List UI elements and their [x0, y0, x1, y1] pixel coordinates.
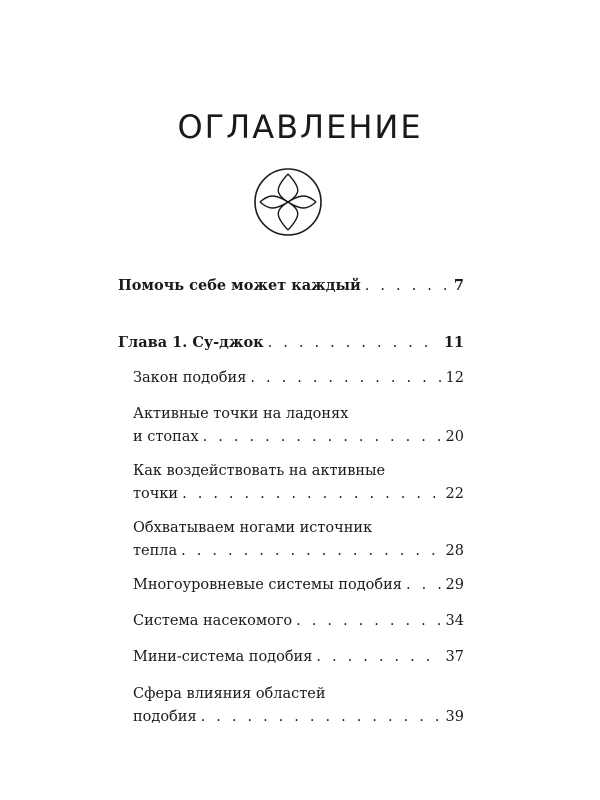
toc-entry-title: Глава 1. Су-джок	[118, 334, 264, 351]
toc-entry-title: подобия	[133, 709, 197, 725]
toc-entry-title: Многоуровневые системы подобия	[133, 577, 402, 593]
toc-entry-title: Как воздействовать на активные	[133, 463, 386, 479]
toc-entry-title: Сфера влияния областей	[133, 686, 326, 702]
toc-entry-title: Обхватываем ногами источник	[133, 520, 373, 536]
toc-page-number: 29	[445, 577, 464, 593]
toc-entry-title: Мини-система подобия	[133, 649, 313, 665]
dot-leader	[181, 540, 441, 563]
toc-entry[interactable]	[133, 403, 464, 449]
dot-leader	[250, 367, 441, 390]
toc-page-number: 34	[445, 613, 464, 629]
toc-page-number: 22	[445, 486, 464, 502]
toc-page-number: 11	[443, 334, 464, 351]
toc-entry[interactable]	[133, 517, 464, 563]
toc-entry[interactable]	[133, 610, 464, 633]
toc-entry-title: тепла	[133, 543, 178, 559]
toc-entry[interactable]	[118, 274, 464, 298]
toc-page-number: 39	[445, 709, 464, 725]
toc-page-number: 37	[445, 649, 464, 665]
toc-entry-title: и стопах	[133, 429, 199, 445]
toc-entry-title: Закон подобия	[133, 370, 247, 386]
celtic-knot-circle-icon	[253, 166, 323, 238]
toc-entry[interactable]	[133, 574, 464, 597]
toc-page-number: 28	[445, 543, 464, 559]
toc-entry[interactable]	[133, 646, 464, 669]
dot-leader	[296, 610, 441, 633]
dot-leader	[203, 426, 442, 449]
dot-leader	[182, 483, 441, 506]
dot-leader	[201, 706, 442, 729]
toc-entry[interactable]	[133, 460, 464, 506]
toc-entry-title: точки	[133, 486, 179, 502]
toc-page-number: 7	[453, 277, 464, 294]
page-title: ОГЛАВЛЕНИЕ	[177, 108, 423, 146]
toc-entry-title: Активные точки на ладонях	[133, 406, 349, 422]
dot-leader	[268, 332, 440, 355]
toc-entry[interactable]	[133, 683, 464, 729]
dot-leader	[316, 646, 441, 669]
toc-entry-title: Система насекомого	[133, 613, 293, 629]
dot-leader	[365, 275, 450, 298]
toc-entry[interactable]	[133, 367, 464, 390]
toc-entry-title: Помочь себе может каждый	[118, 277, 361, 294]
toc-page-number: 20	[445, 429, 464, 445]
dot-leader	[406, 574, 442, 597]
toc-page-number: 12	[445, 370, 464, 386]
toc-entry[interactable]	[118, 331, 464, 355]
